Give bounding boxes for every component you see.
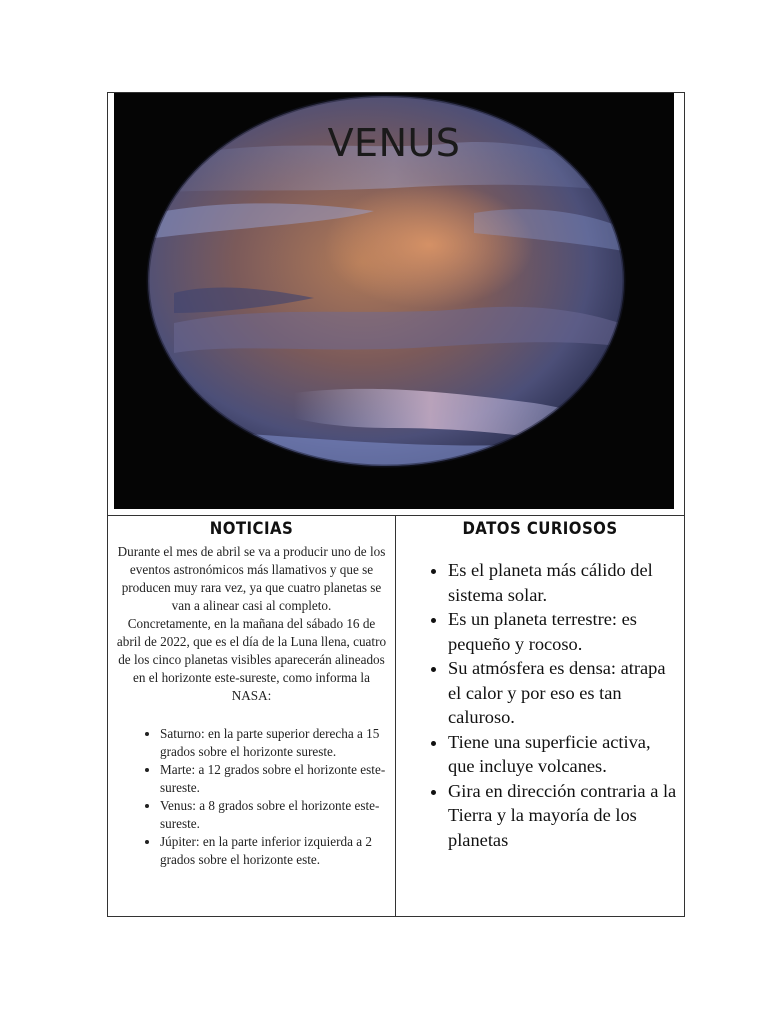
list-item: • Tiene una superficie activa, que incluye volcanes. xyxy=(448,730,680,779)
list-item: • Júpiter: en la parte inferior izquierda a 2 grados sobre el horizonte este. xyxy=(160,833,387,869)
list-item: • Es un planeta terrestre: es pequeño y rocoso. xyxy=(448,607,680,656)
facts-heading: DATOS CURIOSOS xyxy=(462,519,618,539)
image-title: VENUS xyxy=(327,121,461,165)
image-cell xyxy=(108,93,684,516)
list-item: • Venus: a 8 grados sobre el horizonte este-sureste. xyxy=(160,797,387,833)
news-heading: NOTICIAS xyxy=(209,519,294,539)
list-item: • Saturno: en la parte superior derecha a 15 grados sobre el horizonte sureste. xyxy=(160,725,387,761)
news-column xyxy=(108,516,396,916)
news-paragraph-2: Concretamente, en la mañana del sábado 16 de abril de 2022, que es el día de la Luna llena, cuatro de los cinco planetas visibles aparecerán alineados en el horizonte este-sureste, como informa la NASA: xyxy=(116,616,387,703)
facts-list xyxy=(396,558,684,852)
planet-alignment-list xyxy=(108,725,395,869)
list-item: • Marte: a 12 grados sobre el horizonte este-sureste. xyxy=(160,761,387,797)
facts-column xyxy=(396,516,684,916)
list-item: • Gira en dirección contraria a la Tierra y la mayoría de los planetas xyxy=(448,779,680,853)
info-card-table xyxy=(107,92,685,917)
venus-photo xyxy=(114,93,674,509)
news-paragraph-1: Durante el mes de abril se va a producir uno de los eventos astronómicos más llamativos y que se producen muy rara vez, ya que cuatro planetas se van a alinear casi al completo. xyxy=(117,544,386,613)
news-body xyxy=(108,539,395,705)
list-item: • Es el planeta más cálido del sistema solar. xyxy=(448,558,680,607)
list-item: • Su atmósfera es densa: atrapa el calor y por eso es tan caluroso. xyxy=(448,656,680,730)
